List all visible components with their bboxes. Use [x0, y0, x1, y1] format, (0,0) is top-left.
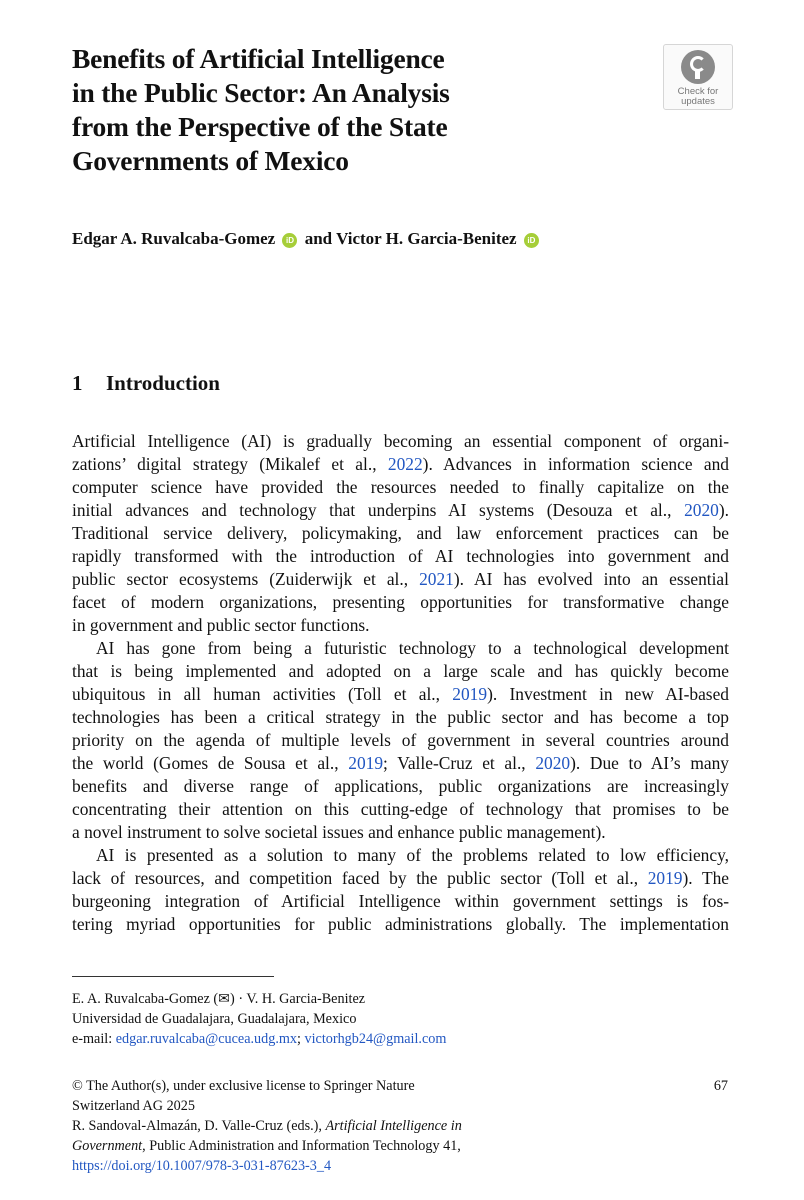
text-line: initial advances and technology that underpins AI systems (Desouza et al., 2020).: [72, 500, 729, 520]
author-footnote: [72, 989, 446, 1049]
text-line: in government and public sector functions.: [72, 615, 370, 635]
copyright-line: © The Author(s), under exclusive license to Springer Nature: [72, 1078, 415, 1094]
doi-link[interactable]: https://doi.org/10.1007/978-3-031-87623-3_4: [72, 1158, 332, 1174]
author-name: Edgar A. Ruvalcaba-Gomez: [72, 229, 276, 248]
section-heading: [72, 371, 220, 396]
check-for-updates-badge[interactable]: [663, 44, 733, 110]
email-link[interactable]: edgar.ruvalcaba@cucea.udg.mx: [115, 1031, 297, 1047]
email-link[interactable]: victorhgb24@gmail.com: [304, 1031, 447, 1047]
citation-line: Government, Public Administration and Information Technology 41,: [72, 1138, 461, 1154]
check-for-updates-icon: [681, 50, 715, 84]
envelope-icon[interactable]: ✉: [218, 991, 231, 1007]
text-line: tering myriad opportunities for public administrations globally. The implementation: [72, 914, 729, 934]
text-line: Artificial Intelligence (AI) is gradually becoming an essential component of organi-: [72, 431, 729, 451]
paragraph: [72, 844, 729, 936]
body-text: [72, 430, 729, 936]
title-line: Governments of Mexico: [72, 145, 349, 176]
text-line: that is being implemented and adopted on a large scale and has quickly become: [72, 661, 729, 681]
citation-link[interactable]: 2019: [348, 753, 384, 773]
citation-link[interactable]: 2020: [535, 753, 571, 773]
author-list: [72, 229, 542, 249]
citation-link[interactable]: 2022: [387, 454, 423, 474]
text-line: technologies has been a critical strategy in the public sector and has become a top: [72, 707, 729, 727]
page-number: 67: [713, 1078, 728, 1094]
text-line: priority on the agenda of multiple levels of government in several countries around: [72, 730, 729, 750]
text-line: ubiquitous in all human activities (Toll et al., 2019). Investment in new AI-based: [72, 684, 729, 704]
citation-link[interactable]: 2021: [419, 569, 454, 589]
footnote-names: E. A. Ruvalcaba-Gomez (✉) · V. H. Garcia-Benitez: [72, 991, 366, 1007]
text-line: the world (Gomes de Sousa et al., 2019; Valle-Cruz et al., 2020). Due to AI’s many: [72, 753, 729, 773]
copyright-block: [72, 1076, 462, 1176]
title-line: Benefits of Artificial Intelligence: [72, 43, 445, 74]
text-line: burgeoning integration of Artificial Intelligence within government settings is fos-: [72, 891, 729, 911]
paragraph: [72, 430, 729, 637]
author-name: Victor H. Garcia-Benitez: [336, 229, 517, 248]
title-line: from the Perspective of the State: [72, 111, 448, 142]
text-line: concentrating their attention on this cutting-edge of technology that promises to be: [72, 799, 729, 819]
footnote-email: e-mail: edgar.ruvalcaba@cucea.udg.mx; victorhgb24@gmail.com: [72, 1031, 447, 1047]
text-line: public sector ecosystems (Zuiderwijk et al., 2021). AI has evolved into an essential: [72, 569, 729, 589]
text-line: rapidly transformed with the introduction of AI technologies into government and: [72, 546, 729, 566]
text-line: zations’ digital strategy (Mikalef et al., 2022). Advances in information science and: [72, 454, 729, 474]
text-line: facet of modern organizations, presenting opportunities for transformative change: [72, 592, 729, 612]
section-title: Introduction: [106, 371, 220, 395]
author-connector: and: [304, 229, 333, 248]
citation-link[interactable]: 2019: [452, 684, 488, 704]
citation-line: R. Sandoval-Almazán, D. Valle-Cruz (eds.), Artificial Intelligence in: [72, 1118, 462, 1134]
citation-link[interactable]: 2020: [684, 500, 719, 520]
orcid-icon[interactable]: iD: [282, 233, 297, 248]
text-line: computer science have provided the resources needed to finally capitalize on the: [72, 477, 729, 497]
text-line: lack of resources, and competition faced by the public sector (Toll et al., 2019). The: [72, 868, 729, 888]
orcid-icon[interactable]: iD: [524, 233, 539, 248]
copyright-line: Switzerland AG 2025: [72, 1098, 195, 1114]
title-line: in the Public Sector: An Analysis: [72, 77, 450, 108]
text-line: Traditional service delivery, policymaking, and law enforcement practices can be: [72, 523, 729, 543]
badge-text: Check for updates: [677, 86, 719, 107]
section-number: 1: [72, 371, 83, 395]
text-line: a novel instrument to solve societal issues and enhance public management).: [72, 822, 606, 842]
footnote-rule: [72, 976, 274, 977]
paper-title: [72, 42, 592, 178]
citation-link[interactable]: 2019: [647, 868, 683, 888]
footnote-affiliation: Universidad de Guadalajara, Guadalajara, Mexico: [72, 1011, 357, 1027]
text-line: AI is presented as a solution to many of the problems related to low efficiency,: [96, 845, 729, 865]
text-line: AI has gone from being a futuristic technology to a technological development: [96, 638, 729, 658]
paragraph: [72, 637, 729, 844]
text-line: benefits and diverse range of applications, public organizations are increasingly: [72, 776, 729, 796]
